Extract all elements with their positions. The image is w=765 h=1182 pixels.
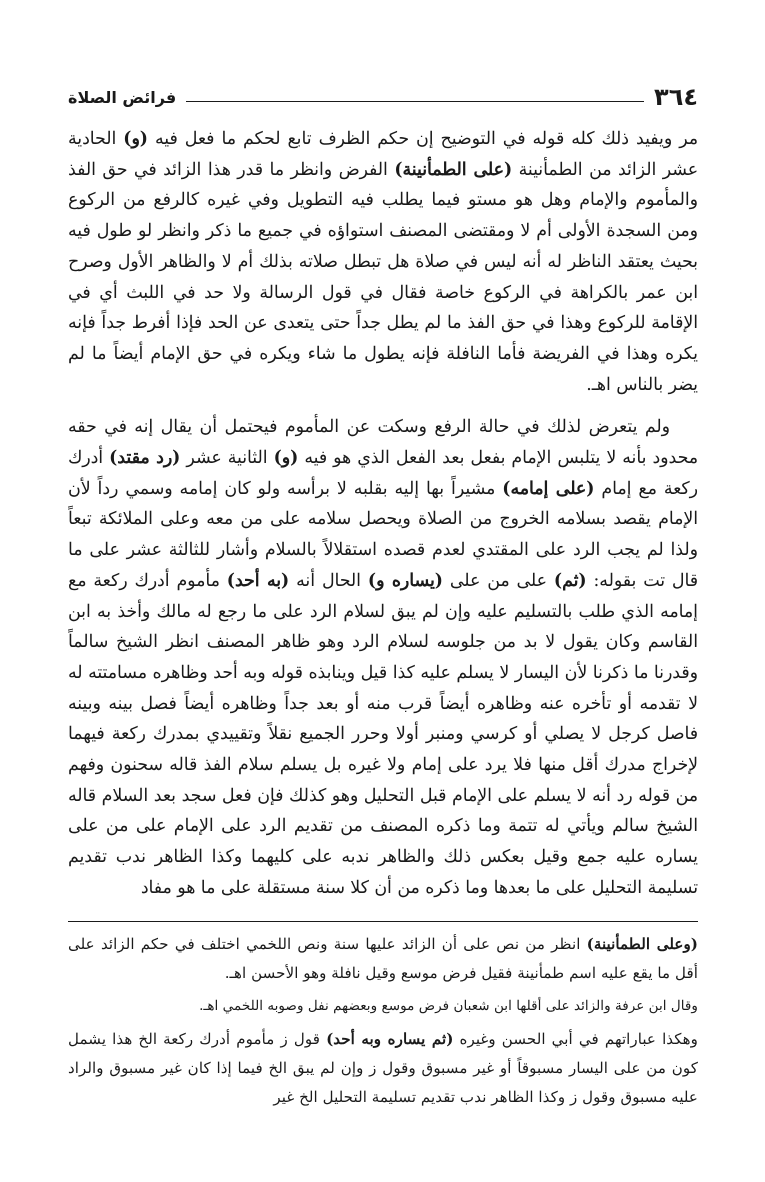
text-run: قول ز مأموم أدرك ركعة الخ هذا يشمل كون من على اليسار مسبوقاً أو غير مسبوق وقول ز وإن لم يبق الخ فيما إذا كان غير مسبوق والراد عليه مسبوق وقول ز وكذا الظاهر ندب تقديم تسليمة التحليل الخ غير xyxy=(68,1030,698,1106)
paragraph-1 xyxy=(68,124,698,400)
text-run: الحادية عشر الزائد من الطمأنينة xyxy=(68,129,699,180)
bold-term: (ثم) xyxy=(553,570,587,591)
text-run: الثانية عشر xyxy=(180,448,274,469)
bold-term: (على الطمأنينة) xyxy=(394,159,513,180)
bold-term: (و) xyxy=(123,129,148,149)
text-run: مر ويفيد ذلك كله قوله في التوضيح إن حكم الظرف تابع لحكم ما فعل فيه xyxy=(147,129,698,149)
bold-term: (يساره و) xyxy=(367,570,443,591)
page-number: ٣٦٤ xyxy=(654,83,698,111)
bold-term: (رد مقتد) xyxy=(109,448,181,469)
text-run: على من على xyxy=(442,570,554,591)
text-run: أدرك ركعة مع إمام xyxy=(68,448,698,499)
paragraph-2 xyxy=(68,412,698,903)
bold-term: (و) xyxy=(273,448,299,469)
text-run: ولم يتعرض لذلك في حالة الرفع وسكت عن المأموم فيحتمل أن يقال إنه في حقه محدود بأنه لا يتلبس الإمام بفعل بعد الفعل الذي هو فيه xyxy=(68,417,698,469)
text-run: مشيراً بها إليه بقلبه لا برأسه ولو كان إمامه وسمي رداً لأن الإمام يقصد بسلامه الخروج من الصلاة ويحصل سلامه على من معه وعلى الملائكة تبعاً ولذا لم يجب الرد على المقتدي لعدم قصده استقلالاً بالسلام وأشار للثالثة عشر على ما قال تت بقوله: xyxy=(68,478,699,591)
running-title: فرائض الصلاة xyxy=(68,87,177,107)
text-run: انظر من نص على أن الزائد عليها سنة ونص اللخمي اختلف في حكم الزائد على أقل ما يقع عليه اسم طمأنينة فقيل فرض موسع وقيل نافلة وهو الأحسن اهـ. xyxy=(68,935,698,982)
footnote-3 xyxy=(68,1025,698,1112)
page-header xyxy=(68,84,698,110)
footnote-separator xyxy=(68,921,698,922)
bold-term: (ثم يساره وبه أحد) xyxy=(326,1030,454,1048)
main-text xyxy=(68,124,698,904)
text-run: الفرض وانظر ما قدر هذا الزائد في حق الفذ والمأموم والإمام وهل هو مستو فيما يطلب فيه التطويل وفي غيره كالرفع من الركوع ومن السجدة الأولى أم لا ومقتضى المصنف استواؤه في جميع ما ذكر وانظر لو طول فيه بحيث يعتقد الناظر له أنه ليس في صلاة هل تبطل صلاته بذلك أم لا والظاهر الأول وصرح ابن عمر بالكراهة في الركوع خاصة فقال في قول الرسالة ولا حد في اللبث أي في الإقامة للركوع وهذا في حق الفذ ما لم يطل جداً حتى يتعدى عن الحد فإذا أفرط جداً فإنه يكره وهذا في الفريضة فأما النافلة فإنه يطول ما شاء ويكره في حق الإمام أيضاً ما لم يضر بالناس اهـ. xyxy=(68,159,698,395)
footnote-2 xyxy=(68,992,698,1021)
bold-term: (وعلى الطمأنينة) xyxy=(586,935,698,953)
bold-term: (به أحد) xyxy=(226,570,290,591)
text-run: وقال ابن عرفة والزائد على أقلها ابن شعبان فرض موسع وبعضهم نفل وصوبه اللخمي اهـ. xyxy=(199,998,698,1014)
footnotes xyxy=(68,930,698,1112)
text-run: مأموم أدرك ركعة مع إمامه الذي طلب بالتسليم عليه وإن لم يبق لسلام الرد على ما رجع له مالك وأخذ به ابن القاسم وكان يقول لا بد من جلوسه لسلام الرد وهو ظاهر المصنف انظر الشيخ سالماً وقدرنا ما ذكرنا لأن اليسار لا يسلم عليه كذا قيل وينابذه قوله وبه أحد وظاهره مسامتته له لا تقدمه أو تأخره عنه وظاهره أيضاً قرب منه أو بعد جداً وظاهره أيضاً فصل بينه وبينه فاصل كرجل لا يصلي أو كرسي ومنبر أولا وحرر الجميع نقلاً وتقييدي بمدرك ركعة فيهما لإخراج مدرك أقل منها فلا يرد على إمام ولا غيره بل يسلم سلام الفذ قاله سحنون وفهم من قوله رد أنه لا يسلم على الإمام قبل التحليل وهو كذلك فإن فعل سجد بعد السلام قاله الشيخ سالم ويأتي له تتمة وما ذكره المصنف من تقديم الرد على الإمام على من على يساره عليه جمع وقيل بعكس ذلك والظاهر ندبه على كليهما وكذا الظاهر ندب تقديم تسليمة التحليل على ما بعدها وما ذكره من أن كلا سنة مستقلة على ما هو مفاد xyxy=(68,570,698,898)
footnote-1 xyxy=(68,930,698,988)
header-rule xyxy=(186,101,644,102)
text-run: الحال أنه xyxy=(289,570,368,591)
bold-term: (على إمامه) xyxy=(502,478,595,499)
text-run: وهكذا عباراتهم في أبي الحسن وغيره xyxy=(453,1030,699,1048)
